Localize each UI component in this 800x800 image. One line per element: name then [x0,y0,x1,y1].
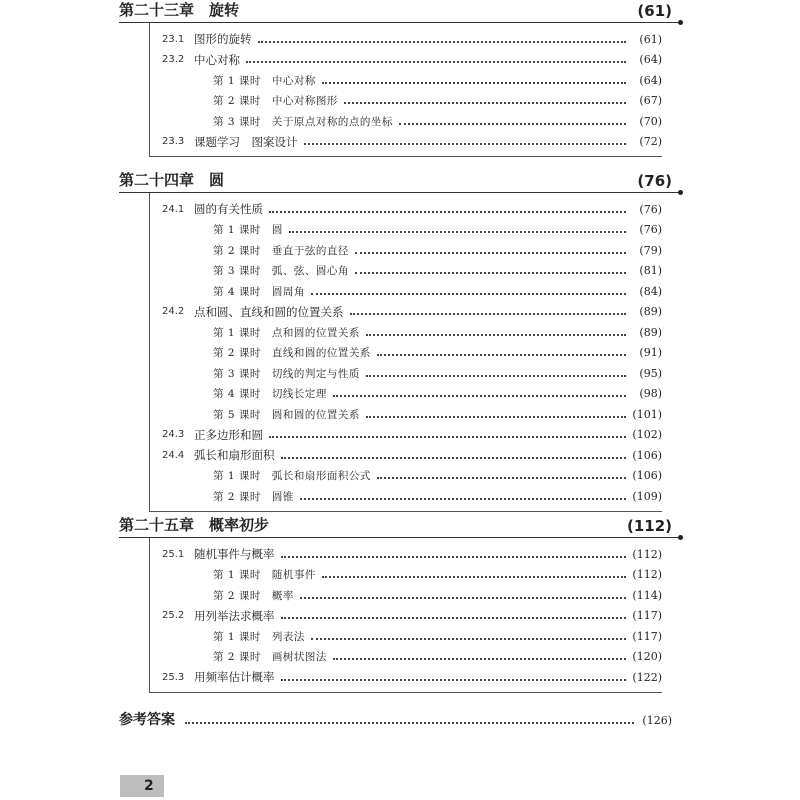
entry-page: (67) [639,94,662,108]
section-number: 23.2 [162,54,185,66]
lesson-entry[interactable] [150,626,662,647]
lesson-entry[interactable] [150,111,662,132]
section-entry[interactable] [150,445,662,466]
dot-leader [258,40,627,43]
entry-label: 第 2 课时 概率 [213,589,294,602]
dot-leader [281,555,627,558]
heading-dot [678,535,683,540]
dot-leader [344,101,626,104]
chapter-entries [149,23,662,157]
entry-label: 第 2 课时 直线和圆的位置关系 [213,347,371,360]
section-entry[interactable] [150,132,662,153]
dot-leader [322,575,626,578]
lesson-entry[interactable] [150,343,662,364]
lesson-entry[interactable] [150,565,662,586]
chapter-title: 第二十三章 旋转 [119,1,240,19]
entry-page: (64) [639,73,662,87]
dot-leader [366,374,626,377]
entry-label: 圆的有关性质 [194,202,263,217]
entry-label: 第 3 课时 切线的判定与性质 [213,367,360,380]
section-number: 23.3 [162,136,185,148]
dot-leader [322,81,626,84]
chapter-page: (61) [637,2,672,20]
lesson-entry[interactable] [150,70,662,91]
page-number: 2 [120,775,164,797]
chapter-heading[interactable] [119,2,680,23]
entry-page: (61) [639,32,662,46]
entry-label: 用频率估计概率 [194,670,275,685]
entry-label: 用列举法求概率 [194,608,275,623]
dot-leader [300,596,626,599]
entry-page: (112) [632,568,662,582]
entry-label: 点和圆、直线和圆的位置关系 [194,304,344,319]
entry-page: (76) [639,223,662,237]
entry-page: (101) [632,407,662,421]
entry-label: 第 1 课时 点和圆的位置关系 [213,326,360,339]
entry-label: 第 1 课时 中心对称 [213,74,316,87]
lesson-entry[interactable] [150,363,662,384]
entry-label: 第 1 课时 圆 [213,224,283,237]
section-entry[interactable] [150,199,662,220]
dot-leader [311,292,626,295]
lesson-entry[interactable] [150,281,662,302]
section-entry[interactable] [150,425,662,446]
section-number: 25.1 [162,548,185,560]
dot-leader [311,637,626,640]
entry-page: (89) [639,325,662,339]
entry-label: 弧长和扇形面积 [194,448,275,463]
section-entry[interactable] [150,50,662,71]
entry-label: 第 2 课时 画树状图法 [213,651,327,664]
chapter-block [119,2,680,157]
lesson-entry[interactable] [150,91,662,112]
entry-label: 第 4 课时 切线长定理 [213,388,327,401]
entry-page: (95) [639,366,662,380]
entry-label: 图形的旋转 [194,32,252,47]
entry-label: 第 1 课时 列表法 [213,630,305,643]
lesson-entry[interactable] [150,466,662,487]
chapter-entries [149,538,662,693]
entry-page: (79) [639,243,662,257]
dot-leader [185,722,634,724]
entry-page: (102) [632,428,662,442]
entry-label: 第 5 课时 圆和圆的位置关系 [213,408,360,421]
entry-label: 第 4 课时 圆周角 [213,285,305,298]
answers-page: (126) [642,714,672,727]
entry-page: (112) [632,547,662,561]
entry-label: 第 3 课时 关于原点对称的点的坐标 [213,115,393,128]
dot-leader [289,230,626,233]
section-number: 25.2 [162,610,185,622]
dot-leader [304,142,627,145]
lesson-entry[interactable] [150,220,662,241]
section-entry[interactable] [150,29,662,50]
dot-leader [333,394,626,397]
lesson-entry[interactable] [150,240,662,261]
entry-page: (98) [639,387,662,401]
entry-page: (106) [632,469,662,483]
section-entry[interactable] [150,302,662,323]
section-number: 24.4 [162,449,185,461]
answers-entry[interactable] [119,707,680,729]
dot-leader [269,210,626,213]
entry-label: 第 2 课时 中心对称图形 [213,95,338,108]
chapter-heading[interactable] [119,517,680,538]
entry-page: (76) [639,202,662,216]
heading-dot [678,20,683,25]
section-entry[interactable] [150,606,662,627]
entry-page: (122) [632,670,662,684]
entry-page: (109) [632,489,662,503]
entry-label: 课题学习 图案设计 [194,134,298,149]
lesson-entry[interactable] [150,486,662,507]
chapter-page: (112) [626,517,672,535]
entry-label: 随机事件与概率 [194,547,275,562]
lesson-entry[interactable] [150,647,662,668]
lesson-entry[interactable] [150,404,662,425]
entry-page: (72) [639,135,662,149]
answers-title: 参考答案 [119,712,175,728]
chapter-title: 第二十四章 圆 [119,171,225,189]
dot-leader [350,312,627,315]
section-number: 24.1 [162,203,185,215]
dot-leader [281,616,627,619]
entry-label: 第 2 课时 垂直于弦的直径 [213,244,349,257]
chapter-block [119,172,680,512]
lesson-entry[interactable] [150,585,662,606]
lesson-entry[interactable] [150,261,662,282]
lesson-entry[interactable] [150,322,662,343]
entry-page: (91) [639,346,662,360]
entry-label: 第 1 课时 弧长和扇形面积公式 [213,470,371,483]
chapter-entries [149,193,662,512]
section-entry[interactable] [150,544,662,565]
dot-leader [377,476,626,479]
dot-leader [399,122,626,125]
dot-leader [269,435,626,438]
section-number: 25.3 [162,671,185,683]
dot-leader [366,333,626,336]
chapter-heading[interactable] [119,172,680,193]
section-number: 24.3 [162,429,185,441]
entry-label: 第 3 课时 弧、弦、圆心角 [213,265,349,278]
entry-page: (89) [639,305,662,319]
dot-leader [246,60,626,63]
entry-label: 第 1 课时 随机事件 [213,569,316,582]
entry-page: (70) [639,114,662,128]
entry-label: 正多边形和圆 [194,427,263,442]
dot-leader [355,251,626,254]
dot-leader [281,456,627,459]
entry-page: (114) [632,588,662,602]
dot-leader [366,415,626,418]
entry-page: (106) [632,448,662,462]
dot-leader [300,497,626,500]
chapter-block [119,517,680,693]
entry-page: (117) [632,629,662,643]
heading-dot [678,190,683,195]
entry-page: (120) [632,650,662,664]
dot-leader [377,353,626,356]
lesson-entry[interactable] [150,384,662,405]
section-entry[interactable] [150,667,662,688]
entry-label: 第 2 课时 圆锥 [213,490,294,503]
section-number: 23.1 [162,33,185,45]
chapter-page: (76) [637,172,672,190]
chapter-title: 第二十五章 概率初步 [119,516,270,534]
dot-leader [355,271,626,274]
entry-page: (84) [639,284,662,298]
entry-page: (81) [639,264,662,278]
entry-page: (117) [632,609,662,623]
section-number: 24.2 [162,306,185,318]
dot-leader [333,657,626,660]
entry-label: 中心对称 [194,52,240,67]
dot-leader [281,678,627,681]
entry-page: (64) [639,53,662,67]
